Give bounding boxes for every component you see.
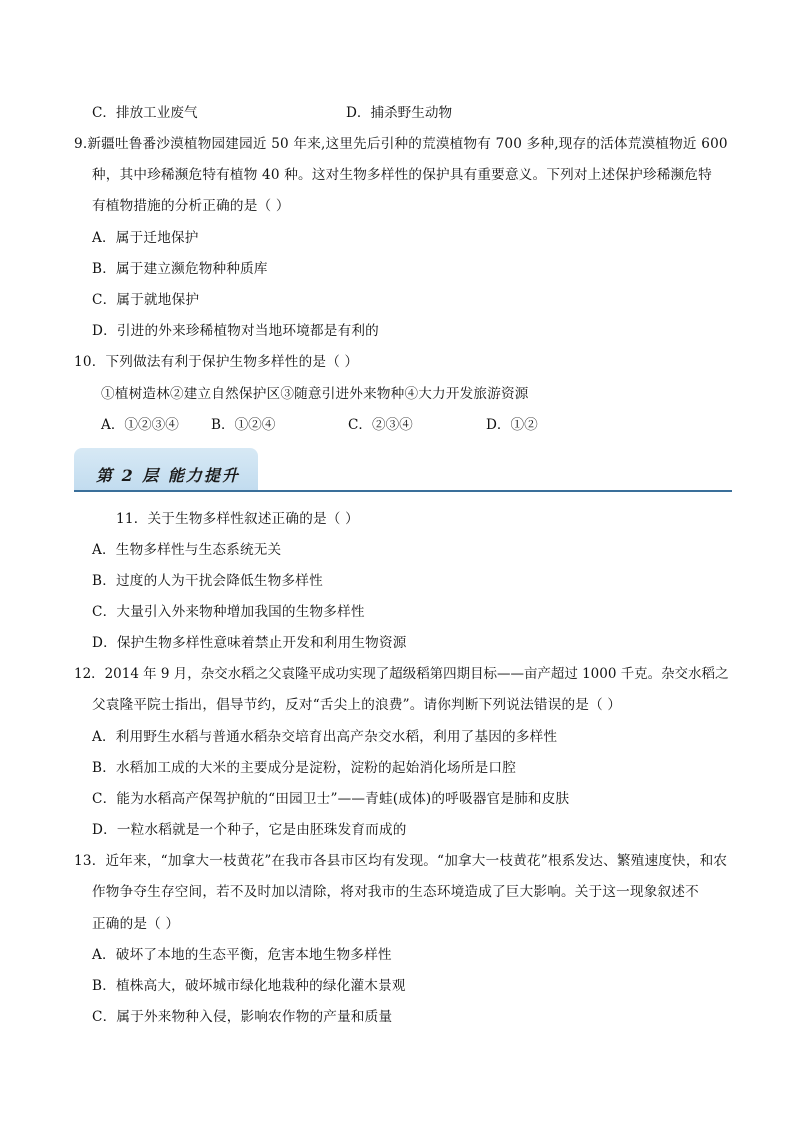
q10-option-d: D．①② [486,417,538,433]
q9-stem-line-2: 种，其中珍稀濒危特有植物 40 种。这对生物多样性的保护具有重要意义。下列对上述保护珍稀濒危特 [92,167,712,183]
q13-option-a: A．破坏了本地的生态平衡，危害本地生物多样性 [92,947,392,963]
q11-stem: 11．关于生物多样性叙述正确的是（ ） [116,511,359,527]
q13-stem-line-1: 13．近年来，“加拿大一枝黄花”在我市各县市区均有发现。“加拿大一枝黄花”根系发达、繁殖速度快，和农 [74,853,728,869]
section-divider [74,490,732,492]
q12-stem-line-1: 12．2014 年 9 月，杂交水稻之父袁隆平成功实现了超级稻第四期目标——亩产超过 1000 千克。杂交水稻之 [74,666,729,682]
q9-option-a: A．属于迁地保护 [92,230,199,246]
q10-option-c: C．②③④ [348,417,413,433]
section-title: 第 2 层 能力提升 [96,466,240,485]
q12-option-b: B．水稻加工成的大米的主要成分是淀粉，淀粉的起始消化场所是口腔 [92,760,516,776]
q11-option-d: D．保护生物多样性意味着禁止开发和利用生物资源 [92,635,407,651]
q12-stem-line-2: 父袁隆平院士指出，倡导节约，反对“舌尖上的浪费”。请你判断下列说法错误的是（ ） [92,697,622,713]
q10-option-a: A．①②③④ [101,417,179,433]
q9-option-d: D．引进的外来珍稀植物对当地环境都是有利的 [92,323,379,339]
q13-stem-line-3: 正确的是（ ） [92,916,180,932]
q12-option-a: A．利用野生水稻与普通水稻杂交培育出高产杂交水稻，利用了基因的多样性 [92,729,558,745]
q13-stem-line-2: 作物争夺生存空间，若不及时加以清除，将对我市的生态环境造成了巨大影响。关于这一现象叙述不 [92,884,699,900]
q9-option-b: B．属于建立濒危物种种质库 [92,261,268,277]
q12-option-c: C．能为水稻高产保驾护航的“田园卫士”——青蛙(成体)的呼吸器官是肺和皮肤 [92,791,570,807]
q9-stem-line-3: 有植物措施的分析正确的是（ ） [92,198,290,214]
q9-option-c: C．属于就地保护 [92,292,200,308]
q8-option-c: C．排放工业废气 [92,105,198,121]
q11-option-a: A．生物多样性与生态系统无关 [92,542,282,558]
q8-option-d: D．捕杀野生动物 [346,105,453,121]
q13-option-b: B．植株高大，破坏城市绿化地栽种的绿化灌木景观 [92,978,406,994]
q10-items: ①植树造林②建立自然保护区③随意引进外来物种④大力开发旅游资源 [101,386,529,402]
q12-option-d: D．一粒水稻就是一个种子，它是由胚珠发育而成的 [92,822,407,838]
q11-option-b: B．过度的人为干扰会降低生物多样性 [92,573,323,589]
q10-option-b: B．①②④ [211,417,276,433]
q9-stem-line-1: 9.新疆吐鲁番沙漠植物园建园近 50 年来,这里先后引种的荒漠植物有 700 多种,现存的活体荒漠植物近 600 [74,136,728,152]
q10-stem: 10．下列做法有利于保护生物多样性的是（ ） [74,354,359,370]
q13-option-c: C．属于外来物种入侵，影响农作物的产量和质量 [92,1009,393,1025]
q11-option-c: C．大量引入外来物种增加我国的生物多样性 [92,604,365,620]
